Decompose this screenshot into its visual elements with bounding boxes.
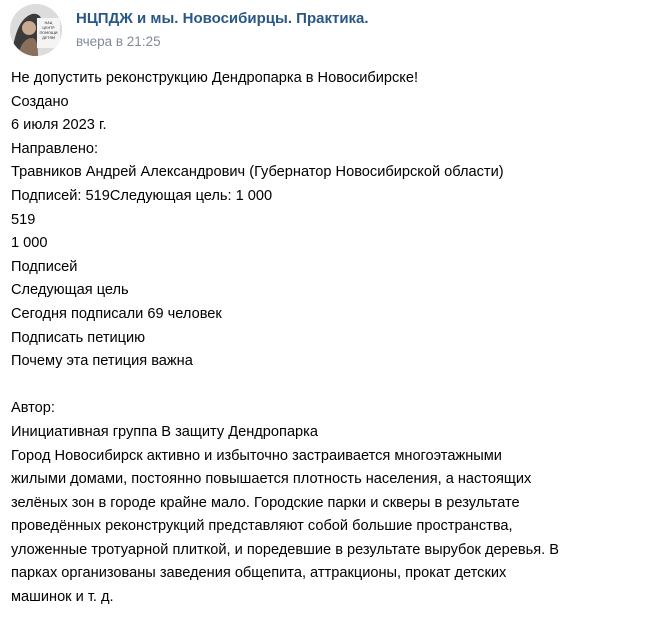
signatures-label: Подписей — [11, 258, 78, 275]
avatar-caption-line-2: ЦЕНТР — [42, 26, 55, 30]
blank-line — [11, 374, 631, 398]
description-line: машинок и т. д. — [11, 589, 114, 606]
goal-count: 1 000 — [11, 235, 48, 252]
signatures-count: 519 — [11, 211, 36, 228]
description-line: зелёных зон в городе крайне мало. Городские парки и скверы в результате — [11, 494, 520, 511]
description-line: Город Новосибирск активно и избыточно застраивается многоэтажными — [11, 447, 502, 464]
sign-petition-text: Подписать петицию — [11, 329, 146, 346]
avatar-caption-line-4: ДЕТЯМ — [42, 36, 55, 40]
post-text — [11, 67, 631, 610]
author-label: Автор: — [11, 400, 55, 417]
author-name: Инициативная группа В защиту Дендропарка — [11, 423, 318, 440]
signatures-summary: Подписей: 519Следующая цель: 1 000 — [11, 187, 273, 204]
description-line: проведённых реконструкций представляют собой большие пространства, — [11, 518, 513, 535]
description-line: парках организованы заведения общепита, аттракционы, прокат детских — [11, 565, 507, 582]
today-signed: Сегодня подписали 69 человек — [11, 305, 222, 322]
post-header — [10, 4, 640, 56]
description-line: жилыми домами, постоянно повышается плотность населения, а настоящих — [11, 471, 532, 488]
avatar-image-icon — [10, 4, 62, 56]
next-goal-label: Следующая цель — [11, 282, 129, 299]
group-avatar[interactable] — [10, 4, 62, 56]
addressed-label: Направлено: — [11, 140, 99, 157]
petition-title: Не допустить реконструкцию Дендропарка в Новосибирске! — [11, 70, 419, 86]
addressee: Травников Андрей Александрович (Губернатор Новосибирской области) — [11, 164, 504, 181]
created-date: 6 июля 2023 г. — [11, 117, 107, 134]
why-important-heading: Почему эта петиция важна — [11, 353, 193, 370]
description-line: уложенные тротуарной плиткой, и поредевшие в результате вырубок деревья. В — [11, 541, 559, 558]
group-name-link[interactable]: НЦПДЖ и мы. Новосибирцы. Практика. — [76, 10, 369, 27]
created-label: Создано — [11, 93, 69, 110]
avatar-caption-line-3: ПОМОЩИ — [39, 31, 58, 35]
avatar-caption-line-1: НАЦ — [44, 21, 53, 25]
post-timestamp[interactable]: вчера в 21:25 — [76, 34, 161, 49]
